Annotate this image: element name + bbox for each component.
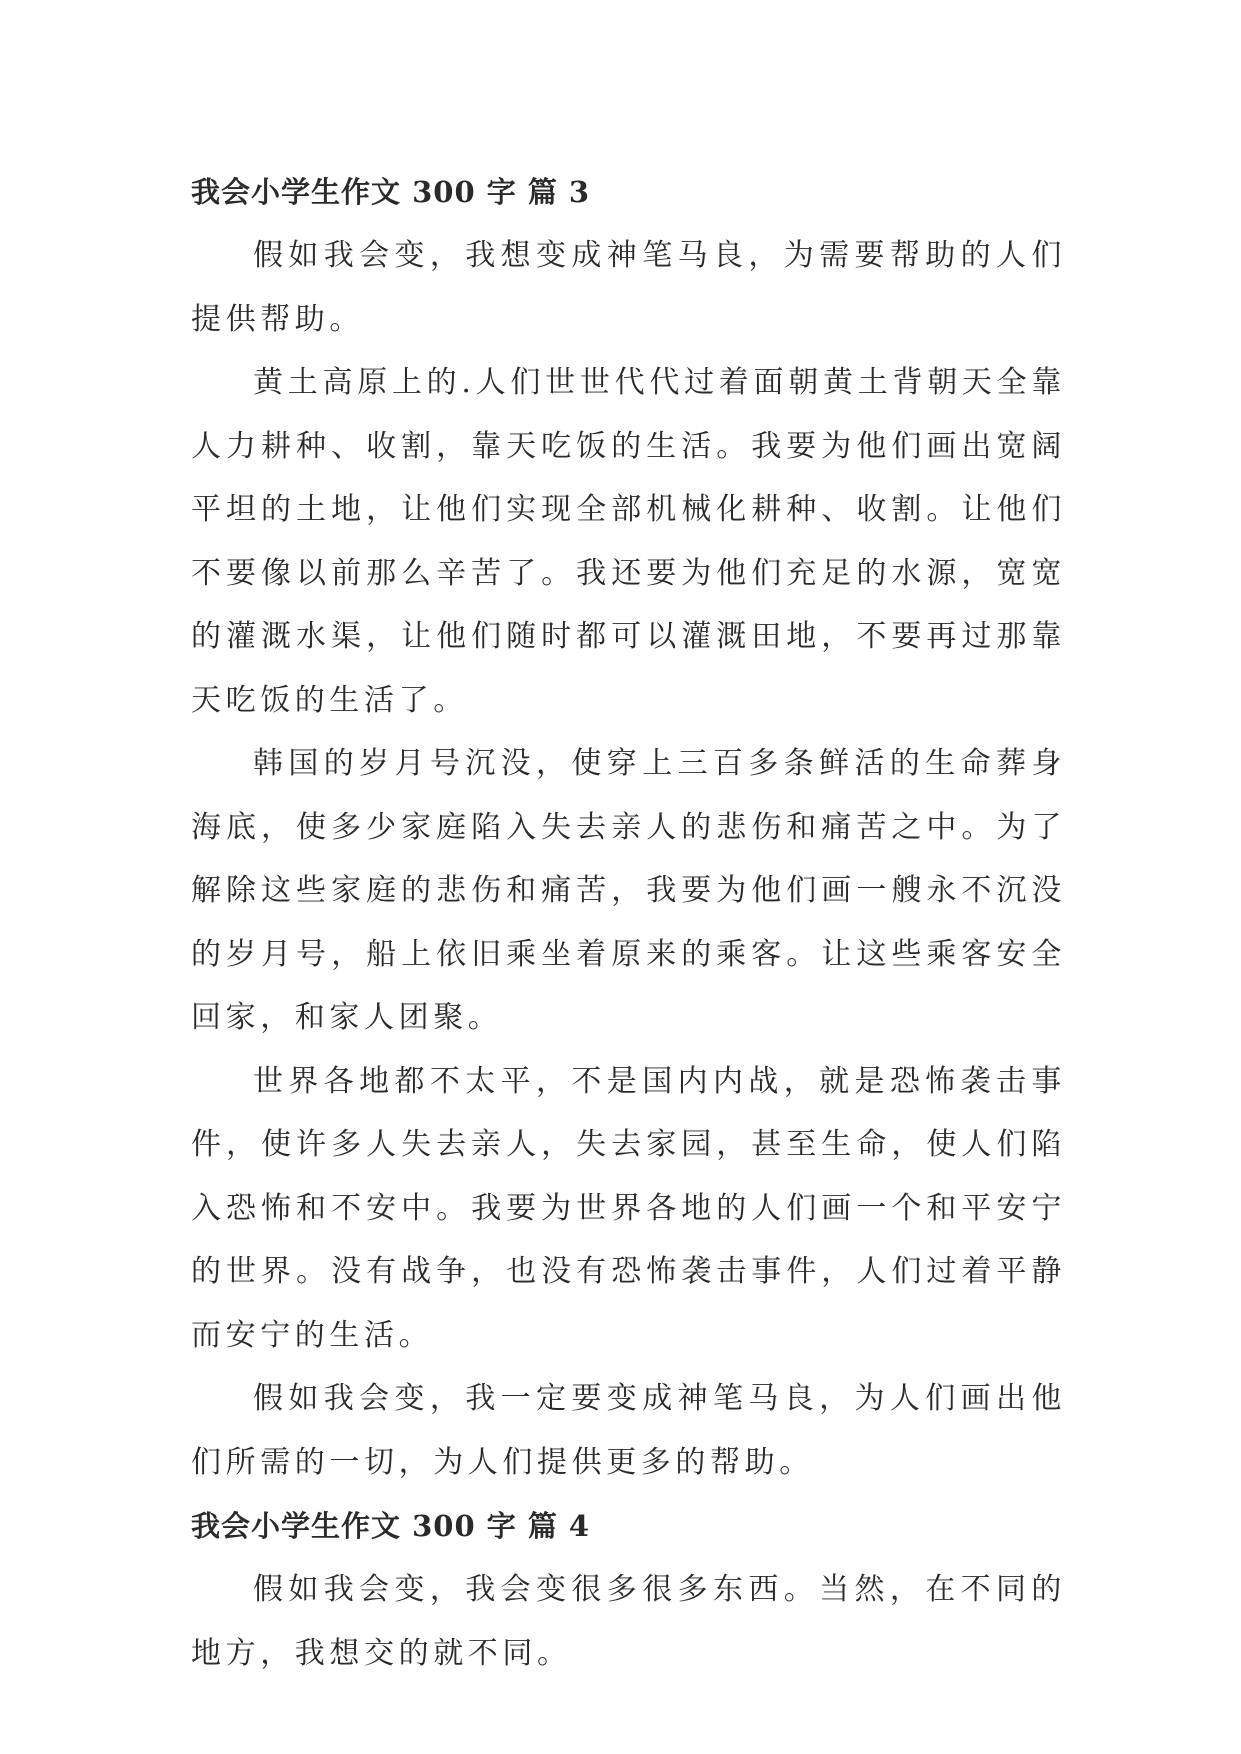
paragraph: 韩国的岁月号沉没，使穿上三百多条鲜活的生命葬身海底，使多少家庭陷入失去亲人的悲伤和痛苦之中。为了解除这些家庭的悲伤和痛苦，我要为他们画一艘永不沉没的岁月号，船上依旧乘坐着原来的乘客。让这些乘客安全回家，和家人团聚。 (191, 746, 1066, 1035)
paragraph: 黄土高原上的.人们世世代代过着面朝黄土背朝天全靠人力耕种、收割，靠天吃饭的生活。我要为他们画出宽阔平坦的土地，让他们实现全部机械化耕种、收割。让他们不要像以前那么辛苦了。我还要为他们充足的水源，宽宽的灌溉水渠，让他们随时都可以灌溉田地，不要再过那靠天吃饭的生活了。 (191, 365, 1066, 718)
paragraph: 假如我会变，我会变很多很多东西。当然，在不同的地方，我想交的就不同。 (191, 1572, 1066, 1671)
paragraph: 假如我会变，我想变成神笔马良，为需要帮助的人们提供帮助。 (191, 238, 1066, 337)
section-heading: 我会小学生作文 300 字 篇 4 (191, 1509, 591, 1543)
paragraph: 世界各地都不太平，不是国内内战，就是恐怖袭击事件，使许多人失去亲人，失去家园，甚至生命，使人们陷入恐怖和不安中。我要为世界各地的人们画一个和平安宁的世界。没有战争，也没有恐怖袭击事件，人们过着平静而安宁的生活。 (191, 1063, 1066, 1353)
section-heading: 我会小学生作文 300 字 篇 3 (191, 175, 591, 209)
paragraph: 假如我会变，我一定要变成神笔马良，为人们画出他们所需的一切，为人们提供更多的帮助。 (191, 1381, 1066, 1480)
document-body (191, 160, 1066, 1685)
